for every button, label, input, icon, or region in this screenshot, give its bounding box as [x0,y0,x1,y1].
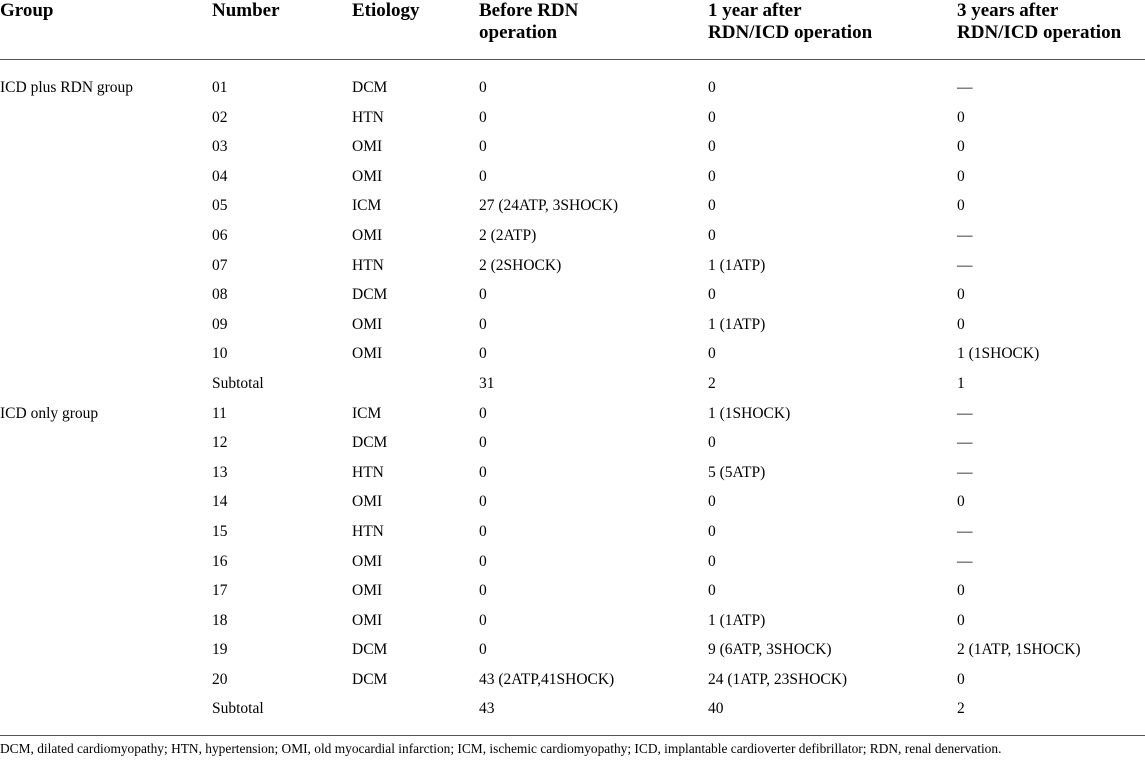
cell-number: Subtotal [212,374,264,392]
cell-before-rdn: 0 [479,286,487,304]
cell-etiology: OMI [352,552,383,570]
cell-etiology: HTN [352,463,384,481]
table-row [0,252,1145,282]
table-row [0,577,1145,607]
cell-before-rdn: 0 [479,522,487,540]
cell-three-years-after: — [957,79,973,96]
cell-before-rdn: 0 [479,404,487,422]
cell-one-year-after: 5 (5ATP) [708,463,766,481]
cell-etiology: ICM [352,404,382,422]
cell-three-years-after: 0 [957,670,965,688]
table-row [0,695,1145,725]
header-group: Group [0,0,54,21]
cell-three-years-after: 2 [957,700,965,718]
cell-number: 18 [212,611,228,629]
table-row [0,636,1145,666]
cell-number: 17 [212,582,228,600]
cell-three-years-after: 0 [957,315,965,333]
cell-etiology: HTN [352,256,384,274]
cell-number: 20 [212,670,228,688]
table-row [0,163,1145,193]
cell-before-rdn: 43 (2ATP,41SHOCK) [479,670,615,688]
cell-three-years-after: 2 (1ATP, 1SHOCK) [957,641,1081,659]
cell-three-years-after: 1 (1SHOCK) [957,345,1040,363]
header-before-rdn: Before RDN operation [479,0,579,43]
cell-three-years-after: — [957,404,973,422]
cell-etiology: HTN [352,522,384,540]
cell-one-year-after: 1 (1SHOCK) [708,404,791,422]
cell-three-years-after: 0 [957,197,965,215]
cell-number: 07 [212,256,228,274]
cell-three-years-after: 0 [957,286,965,304]
table-bottom-rule [0,735,1145,736]
cell-three-years-after: 0 [957,108,965,126]
cell-number: 12 [212,434,228,452]
cell-one-year-after: 0 [708,197,716,215]
table-row [0,518,1145,548]
cell-one-year-after: 1 (1ATP) [708,611,766,629]
cell-etiology: OMI [352,345,383,363]
cell-one-year-after: 0 [708,522,716,540]
table-row [0,222,1145,252]
cell-number: 01 [212,79,228,96]
header-number: Number [212,0,280,21]
cell-before-rdn: 27 (24ATP, 3SHOCK) [479,197,619,215]
cell-one-year-after: 0 [708,345,716,363]
cell-three-years-after: — [957,552,973,570]
cell-number: 02 [212,108,228,126]
cell-one-year-after: 0 [708,167,716,185]
cell-before-rdn: 0 [479,345,487,363]
table-row [0,607,1145,637]
cell-one-year-after: 0 [708,226,716,244]
cell-before-rdn: 0 [479,493,487,511]
table-row [0,548,1145,578]
table-row [0,133,1145,163]
cell-number: Subtotal [212,700,264,718]
table-row [0,281,1145,311]
cell-three-years-after: 1 [957,374,965,392]
table-row [0,74,1145,104]
table-row [0,400,1145,430]
cell-group: ICD only group [0,404,99,422]
cell-one-year-after: 0 [708,138,716,156]
cell-number: 13 [212,463,228,481]
cell-before-rdn: 43 [479,700,495,718]
cell-etiology: DCM [352,79,388,96]
table-row [0,488,1145,518]
cell-one-year-after: 1 (1ATP) [708,315,766,333]
cell-before-rdn: 0 [479,641,487,659]
cell-before-rdn: 0 [479,108,487,126]
cell-etiology: DCM [352,286,388,304]
cell-one-year-after: 0 [708,552,716,570]
table-row [0,104,1145,134]
cell-before-rdn: 0 [479,463,487,481]
cell-one-year-after: 0 [708,493,716,511]
cell-before-rdn: 0 [479,552,487,570]
cell-number: 08 [212,286,228,304]
cell-number: 03 [212,138,228,156]
cell-before-rdn: 0 [479,138,487,156]
cell-number: 06 [212,226,228,244]
cell-one-year-after: 1 (1ATP) [708,256,766,274]
cell-before-rdn: 2 (2SHOCK) [479,256,562,274]
cell-before-rdn: 0 [479,611,487,629]
table-footnote: DCM, dilated cardiomyopathy; HTN, hypertension; OMI, old myocardial infarction; ICM, ischemic cardiomyopathy; ICD, implantable cardioverter defibrillator; RDN, renal denervation. [0,741,1002,756]
cell-three-years-after: 0 [957,138,965,156]
cell-one-year-after: 9 (6ATP, 3SHOCK) [708,641,832,659]
cell-etiology: DCM [352,641,388,659]
header-1-year-after: 1 year after RDN/ICD operation [708,0,873,43]
cell-etiology: OMI [352,226,383,244]
cell-before-rdn: 0 [479,582,487,600]
cell-one-year-after: 2 [708,374,716,392]
cell-etiology: OMI [352,138,383,156]
header-3-years-after: 3 years after RDN/ICD operation [957,0,1122,43]
cell-three-years-after: — [957,463,973,481]
cell-number: 09 [212,315,228,333]
table-row [0,459,1145,489]
cell-one-year-after: 0 [708,434,716,452]
cell-number: 11 [212,404,227,422]
cell-number: 04 [212,167,228,185]
cell-before-rdn: 2 (2ATP) [479,226,537,244]
cell-three-years-after: 0 [957,167,965,185]
cell-before-rdn: 0 [479,315,487,333]
table-body [0,60,1145,725]
cell-etiology: OMI [352,167,383,185]
cell-number: 14 [212,493,228,511]
cell-three-years-after: — [957,434,973,452]
cell-before-rdn: 0 [479,167,487,185]
cell-three-years-after: — [957,226,973,244]
table-header [0,0,1145,60]
table-row [0,192,1145,222]
table-row [0,429,1145,459]
cell-number: 05 [212,197,228,215]
cell-group: ICD plus RDN group [0,79,134,96]
cell-three-years-after: — [957,256,973,274]
header-etiology: Etiology [352,0,420,21]
cell-number: 19 [212,641,228,659]
cell-etiology: DCM [352,670,388,688]
cell-number: 15 [212,522,228,540]
cell-one-year-after: 24 (1ATP, 23SHOCK) [708,670,848,688]
cell-three-years-after: 0 [957,611,965,629]
cell-one-year-after: 0 [708,108,716,126]
cell-one-year-after: 0 [708,286,716,304]
cell-three-years-after: — [957,522,973,540]
cell-before-rdn: 0 [479,434,487,452]
cell-etiology: HTN [352,108,384,126]
cell-etiology: ICM [352,197,382,215]
cell-etiology: OMI [352,493,383,511]
table-row [0,370,1145,400]
cell-number: 10 [212,345,228,363]
cell-one-year-after: 0 [708,79,716,96]
cell-one-year-after: 40 [708,700,724,718]
cell-three-years-after: 0 [957,493,965,511]
cell-number: 16 [212,552,228,570]
cell-etiology: DCM [352,434,388,452]
cell-before-rdn: 31 [479,374,495,392]
cell-three-years-after: 0 [957,582,965,600]
table-row [0,311,1145,341]
cell-etiology: OMI [352,582,383,600]
cell-one-year-after: 0 [708,582,716,600]
cell-etiology: OMI [352,611,383,629]
cell-etiology: OMI [352,315,383,333]
cell-before-rdn: 0 [479,79,487,96]
table-row [0,666,1145,696]
table-row [0,340,1145,370]
